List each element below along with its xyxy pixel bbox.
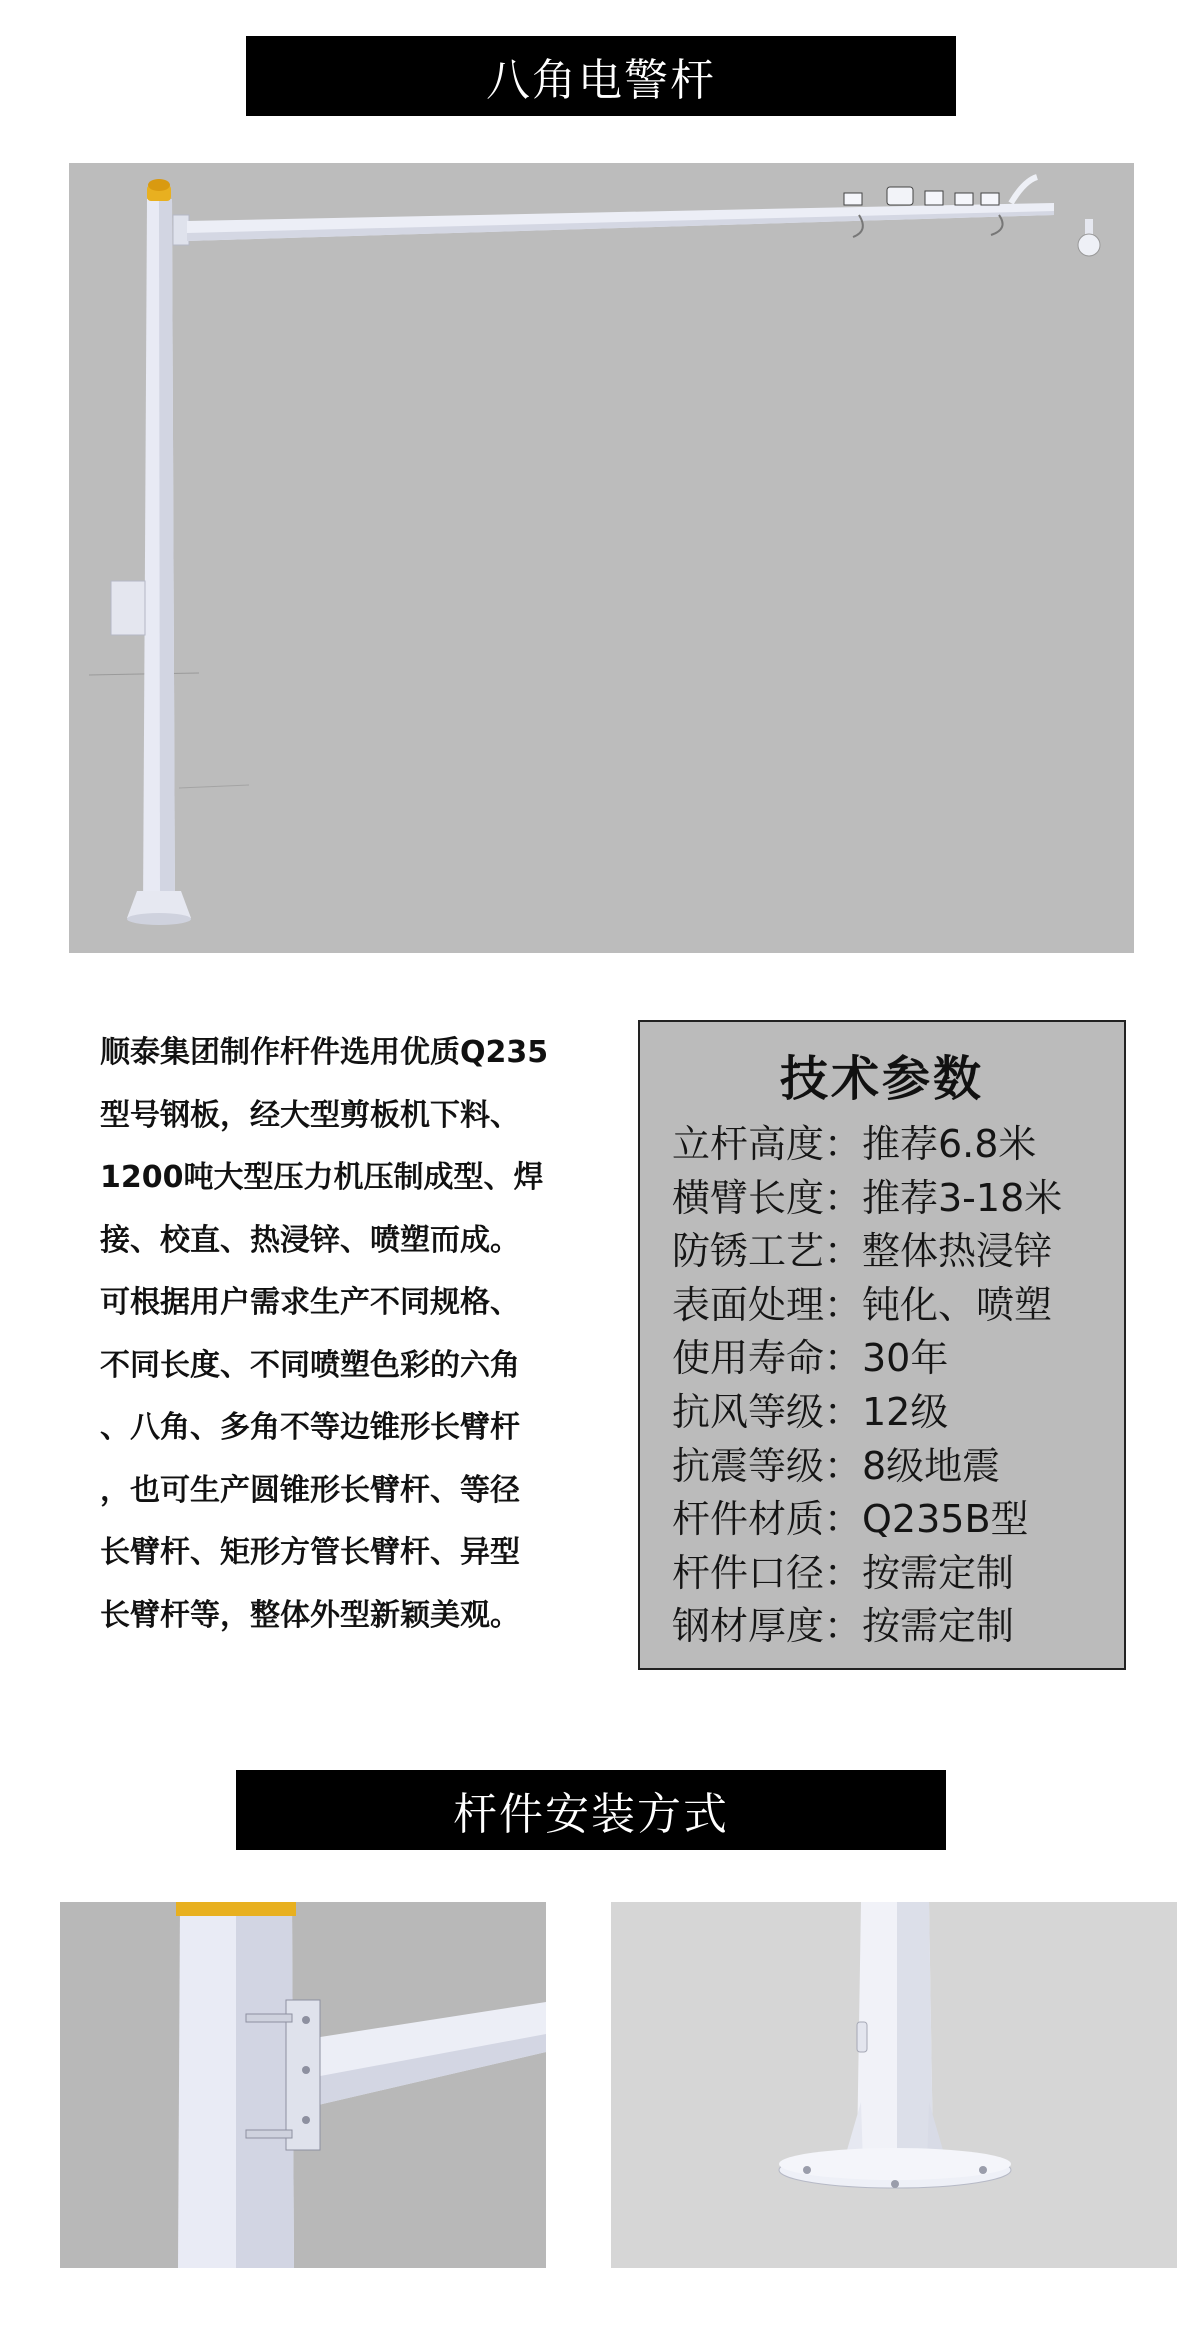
- installation-title: 杆件安装方式: [453, 1789, 729, 1840]
- tech-specs-box: [638, 1020, 1126, 1670]
- installation-title-banner: [236, 1770, 946, 1850]
- spec-item: 杆件口径：按需定制: [672, 1550, 1015, 1595]
- spec-item: 使用寿命：30年: [672, 1336, 949, 1381]
- spec-item: 横臂长度：推荐3-18米: [672, 1175, 1063, 1220]
- spec-item: 杆件材质：Q235B型: [672, 1497, 1029, 1542]
- section-title-banner: [246, 36, 956, 116]
- product-image: [69, 163, 1134, 953]
- spec-item: 钢材厚度：按需定制: [672, 1604, 1015, 1649]
- spec-item: 抗震等级：8级地震: [672, 1443, 1001, 1488]
- tech-specs-title: 技术参数: [779, 1051, 984, 1107]
- bracket-detail-image: [60, 1902, 546, 2268]
- tech-specs-list: [672, 1118, 1062, 1654]
- spec-item: 防锈工艺：整体热浸锌: [672, 1229, 1053, 1274]
- base-detail-image: [611, 1902, 1177, 2268]
- spec-item: 抗风等级：12级: [672, 1389, 949, 1434]
- spec-item: 表面处理：钝化、喷塑: [672, 1282, 1053, 1327]
- product-description: 顺泰集团制作杆件选用优质Q235 型号钢板，经大型剪板机下料、 1200吨大型压力机压制成型、焊 接、校直、热浸锌、喷塑而成。 可根据用户需求生产不同规格、 不同长度、不同喷塑色彩的六角 、八角、多角不等边锥形长臂杆 ，也可生产圆锥形长臂杆、等径 长臂杆、矩形方管长臂杆、异型 长臂杆等，整体外型新颖美观。: [100, 1035, 549, 1633]
- section-title: 八角电警杆: [486, 55, 716, 106]
- pole-illustration: [69, 163, 1134, 953]
- spec-item: 立杆高度：推荐6.8米: [672, 1122, 1037, 1166]
- base-illustration: [611, 1902, 1177, 2268]
- bracket-illustration: [60, 1902, 546, 2268]
